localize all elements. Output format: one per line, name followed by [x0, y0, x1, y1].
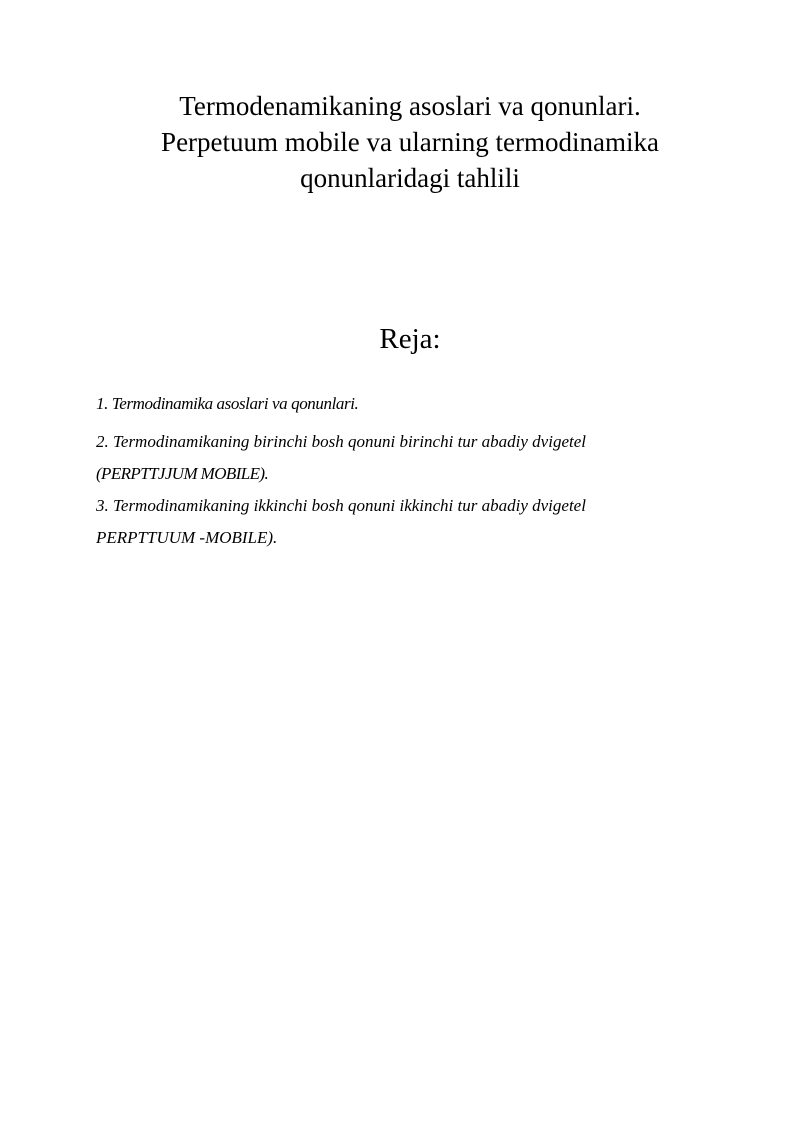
- plan-item-3-line-2: PERPTTUUM -MOBILE).: [96, 528, 278, 547]
- plan-item-2: [96, 426, 716, 490]
- plan-item-3-line-1: 3. Termodinamikaning ikkinchi bosh qonuni ikkinchi tur abadiy dvigetel: [96, 496, 586, 515]
- title-line-1: Termodenamikaning asoslari va qonunlari.: [179, 91, 641, 121]
- title-line-2: Perpetuum mobile va ularning termodinamika: [161, 127, 659, 157]
- plan-list: [96, 388, 716, 554]
- title-line-3: qonunlaridagi tahlili: [300, 163, 520, 193]
- document-title: [100, 88, 720, 196]
- plan-item-1: [96, 388, 716, 420]
- plan-heading: Reja:: [379, 323, 441, 355]
- plan-item-2-line-1: 2. Termodinamikaning birinchi bosh qonuni birinchi tur abadiy dvigetel: [96, 432, 586, 451]
- plan-item-1-text: 1. Termodinamika asoslari va qonunlari.: [96, 394, 359, 413]
- plan-item-3: [96, 490, 716, 554]
- plan-item-2-line-2: (PERPTTJJUM MOBILE).: [96, 464, 269, 483]
